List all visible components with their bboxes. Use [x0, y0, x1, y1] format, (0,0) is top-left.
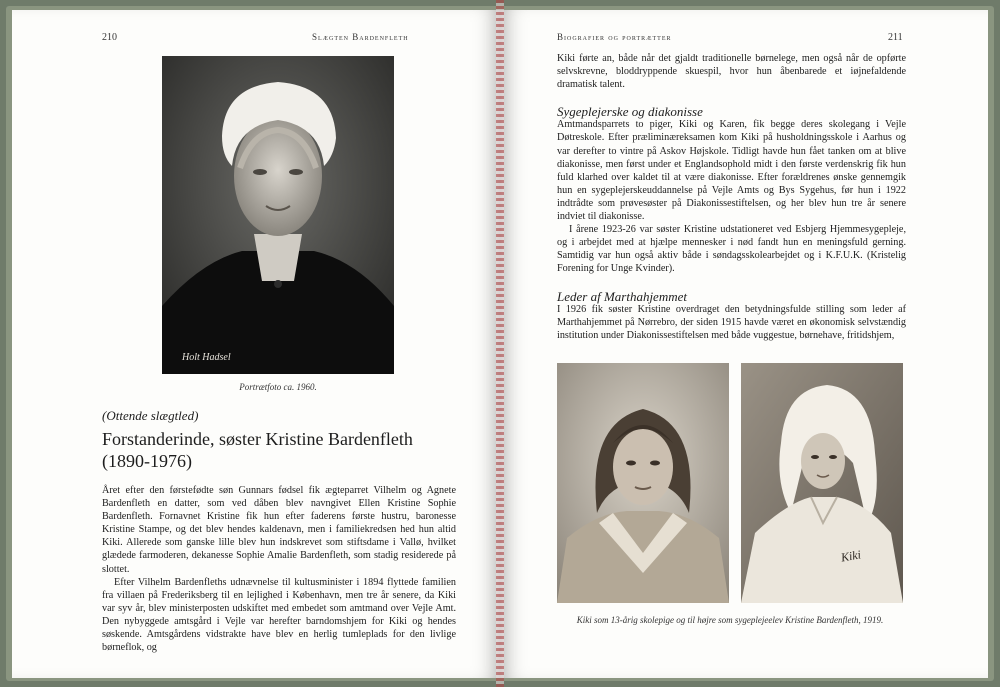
portrait-image	[162, 56, 394, 374]
right-intro-paragraph: Kiki førte an, både når det gjaldt traditionelle børnelege, men også når de opførte selvskrevne, bloddryppende skuespil, hvor hun åbenbarede et iøjnefaldende dramatisk talent.	[557, 53, 906, 91]
left-running-head: Slægten Bardenfleth	[312, 32, 409, 42]
chapter-title-line2: (1890-1976)	[102, 451, 192, 471]
right-page-number: 211	[888, 32, 903, 43]
left-body-text	[102, 484, 456, 654]
left-paragraph-1: Året efter den førstefødte søn Gunnars fødsel fik ægteparret Vilhelm og Agnete Bardenfleth en datter, som ved dåben blev navngivet Ellen Kristine Sophie Bardenfleth. Fornavnet Kristine fik hun efter faderens første hustru, baronesse Kristine Stampe, og det blev hendes kaldenavn, men i familiekredsen hed hun altid Kiki. Allerede som ganske lille blev hun indskrevet som stiftsdame i Vallø, hvilket glædede farmoderen, dekanesse Sophie Amalie Bardenfleth, som stadig residerede på slottet.	[102, 485, 456, 575]
photos-caption: Kiki som 13-årig skolepige og til højre som sygeplejeelev Kristine Bardenfleth, 1919.	[576, 615, 884, 625]
generation-label: (Ottende slægtled)	[102, 408, 199, 423]
right-page	[500, 10, 988, 678]
right-running-head: Biografier og portrætter	[557, 32, 672, 42]
schoolgirl-photo	[557, 363, 729, 603]
chapter-title	[102, 428, 413, 472]
section2-heading: Leder af Marthahjemmet	[557, 288, 687, 304]
section1-paragraph-1: Amtmandsparrets to piger, Kiki og Karen, fik begge deres skolegang i Vejle Døtreskole. Efter præliminæreksamen kom Kiki på husholdningsskole i Aarhus og var derefter to vintre på Askov Højskole. Tidligt havde hun fået tanken om at blive diakonisse, men først under et Englandsophold midt i den første verdenskrig fik hun fuld klarhed over kaldet til at være diakonisse. Efter forældrenes ønske gennemgik hun en sygeplejerskeuddannelse på Vejle Amts og Bys Sygehus, før hun i 1922 indtrådte som prøvesøster på Diakonissestiftelsen, og her blev hun tre år senere indviet til diakonisse.	[557, 119, 906, 223]
nurse-student-image	[741, 363, 903, 603]
left-page	[12, 10, 500, 678]
section1-heading: Sygeplejerske og diakonisse	[557, 104, 703, 120]
chapter-title-line1: Forstanderinde, søster Kristine Bardenfleth	[102, 429, 413, 449]
section1-paragraph-2: I årene 1923-26 var søster Kristine udstationeret ved Esbjerg Hjemmesygepleje, og i arbejdet med at hjælpe mennesker i nød fandt hun en meningsfuld gerning. Samtidig var hun også aktiv både i søndagsskolearbejdet og i K.F.U.K. (Kristelig Forening for Unge Kvinder).	[557, 224, 906, 275]
section2-paragraph: I 1926 fik søster Kristine overdraget den betydningsfulde stilling som leder af Marthahjemmet på Nørrebro, der siden 1915 havde været en økonomisk selvstændig institution under Diakonissestiftelsen med både vuggestue, børnehave, fritidshjem,	[557, 303, 906, 341]
photo-signature: Holt Hadsel	[182, 352, 231, 363]
portrait-caption: Portrætfoto ca. 1960.	[239, 382, 317, 392]
portrait-photo	[162, 56, 394, 374]
photo2-signature: Kiki	[839, 547, 862, 565]
right-body-text	[557, 52, 906, 342]
left-paragraph-2: Efter Vilhelm Bardenfleths udnævnelse til kultusminister i 1894 flyttede familien fra villaen på Frederiksberg til en lejlighed i København, men tre år senere, da Kiki var syv år, blev ministerposten udskiftet med embedet som amtmand over Vejle Amt. Den nybyggede amtsgård i Vejle var herefter barndomshjem for Kiki og hendes søskende. Amtsgårdens vidstrakte have blev en herlig tumleplads for den livlige børneflok, og	[102, 576, 456, 654]
schoolgirl-image	[557, 363, 729, 603]
book-spine-ribbon	[496, 0, 504, 687]
nurse-student-photo	[741, 363, 903, 603]
left-page-number: 210	[102, 32, 117, 43]
